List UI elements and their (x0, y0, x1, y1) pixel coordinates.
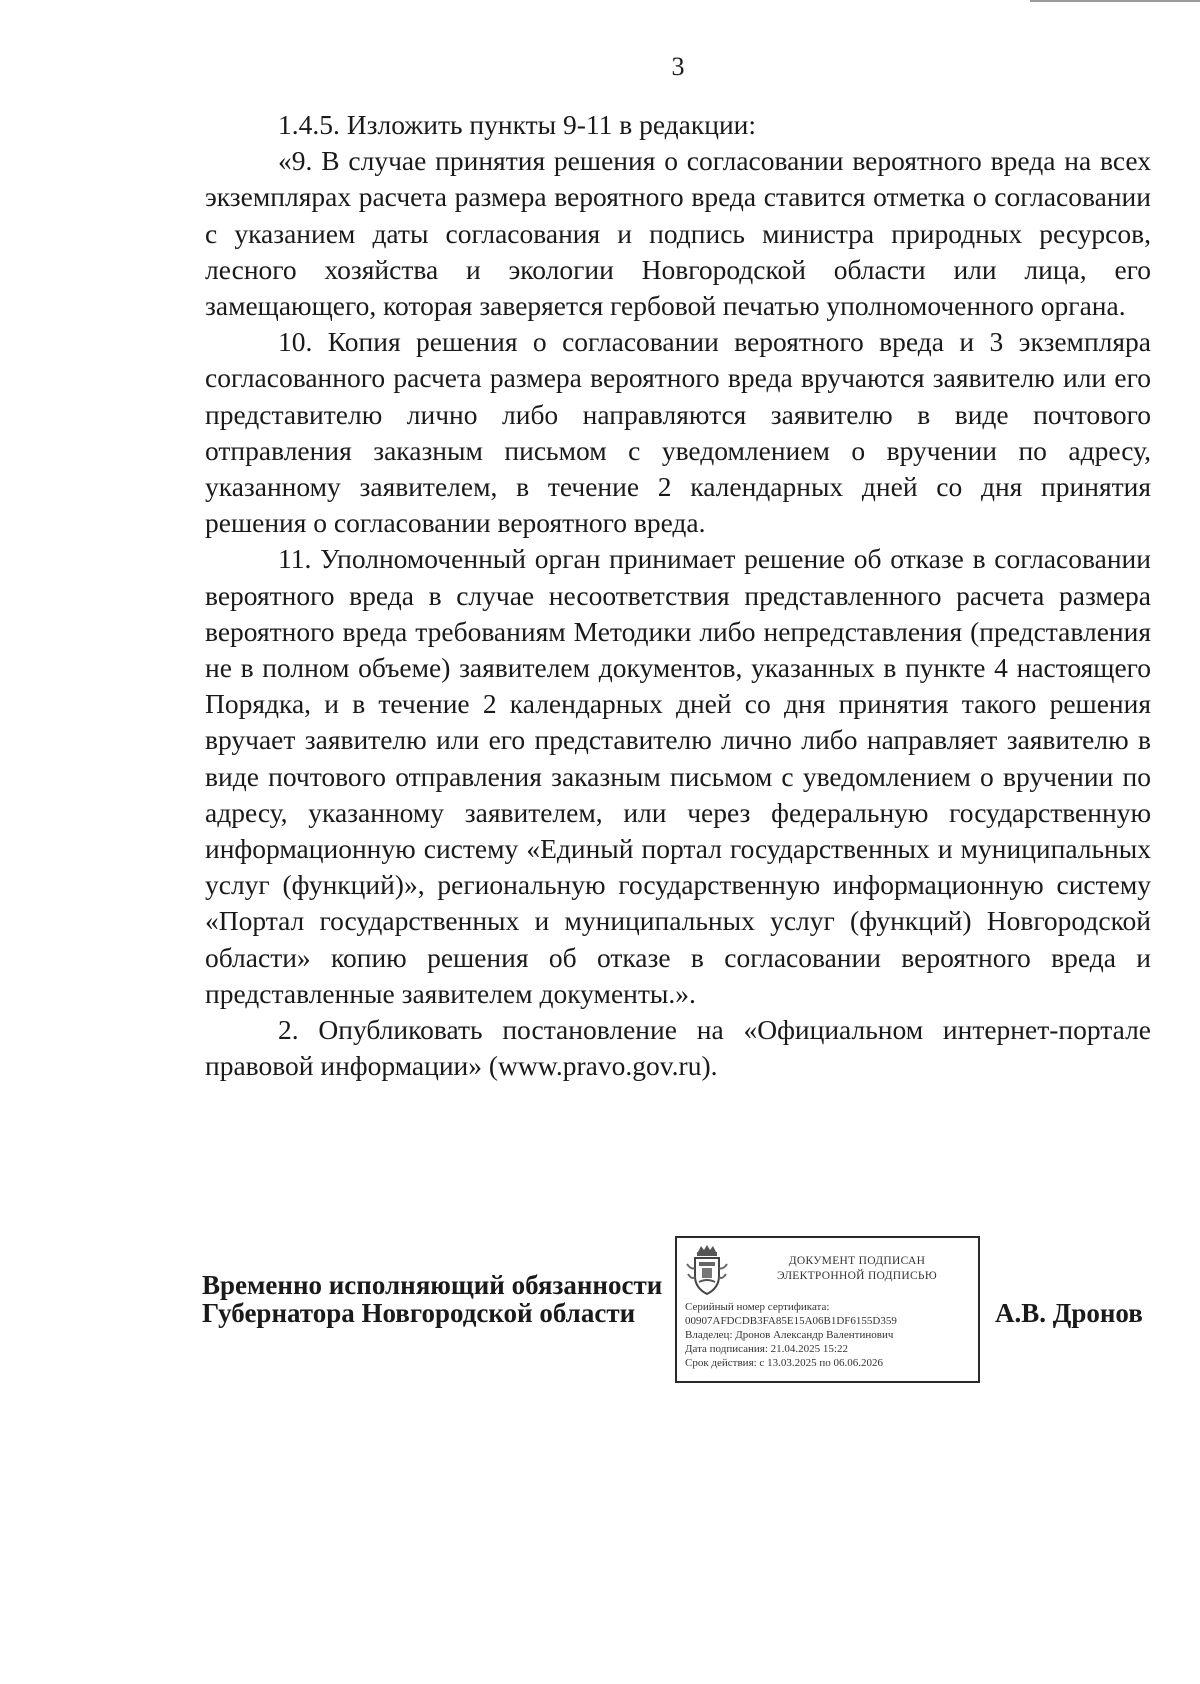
stamp-header-line-2: ЭЛЕКТРОННОЙ ПОДПИСЬЮ (777, 1270, 937, 1282)
signer-title (202, 1271, 662, 1327)
signer-title-line-1: Временно исполняющий обязанности (202, 1270, 663, 1300)
stamp-header-line-1: ДОКУМЕНТ ПОДПИСАН (788, 1255, 926, 1267)
document-body (205, 107, 1151, 1084)
page-number: 3 (671, 52, 685, 81)
electronic-signature-stamp (675, 1236, 980, 1383)
stamp-cert-label: Серийный номер сертификата: (685, 1301, 830, 1313)
signer-name: А.В. Дронов (995, 1298, 1143, 1328)
coat-of-arms-icon (685, 1244, 729, 1296)
signer-title-line-2: Губернатора Новгородской области (202, 1298, 636, 1328)
stamp-details (685, 1300, 980, 1370)
paragraph-1-4-5: 1.4.5. Изложить пункты 9-11 в редакции: (278, 109, 757, 140)
stamp-signed-date: Дата подписания: 21.04.2025 15:22 (685, 1343, 848, 1355)
paragraph-item-11: 11. Уполномоченный орган принимает решение об отказе в согласовании вероятного вреда в случае несоответствия представленного расчета размера вероятного вреда требованиям Методики либо непредставления (представления не в полном объеме) заявителем документов, указанных в пункте 4 настоящего Порядка, и в течение 2 календарных дней со дня принятия такого решения вручает заявителю или его представителю лично либо направляет заявителю в виде почтового отправления заказным письмом с уведомлением о вручении по адресу, указанному заявителем, или через федеральную государственную информационную систему «Единый портал государственных и муниципальных услуг (функций)», региональную государственную информационную систему «Портал государственных и муниципальных услуг (функций) Новгородской области» копию решения об отказе в согласовании вероятного вреда и представленные заявителем документы.». (205, 543, 1151, 1009)
paragraph-item-9: «9. В случае принятия решения о согласовании вероятного вреда на всех экземплярах расчета размера вероятного вреда ставится отметка о согласовании с указанием даты согласования и подпись министра природных ресурсов, лесного хозяйства и экологии Новгородской области или лица, его замещающего, которая заверяется гербовой печатью уполномоченного органа. (205, 145, 1151, 322)
stamp-cert-number: 00907AFDCDB3FA85E15A06B1DF6155D359 (685, 1315, 897, 1327)
stamp-validity: Срок действия: с 13.03.2025 по 06.06.2026 (685, 1357, 883, 1369)
stamp-header (757, 1254, 957, 1284)
signature-block (202, 1236, 1182, 1386)
top-edge-rule (1030, 0, 1200, 2)
paragraph-publish: 2. Опубликовать постановление на «Официальном интернет-портале правовой информации» (www.pravo.gov.ru). (205, 1014, 1151, 1082)
stamp-owner: Владелец: Дронов Александр Валентинович (685, 1329, 894, 1341)
paragraph-item-10: 10. Копия решения о согласовании вероятного вреда и 3 экземпляра согласованного расчета размера вероятного вреда вручаются заявителю или его представителю лично либо направляются заявителю в виде почтового отправления заказным письмом с уведомлением о вручении по адресу, указанному заявителем, в течение 2 календарных дней со дня принятия решения о согласовании вероятного вреда. (205, 326, 1151, 539)
